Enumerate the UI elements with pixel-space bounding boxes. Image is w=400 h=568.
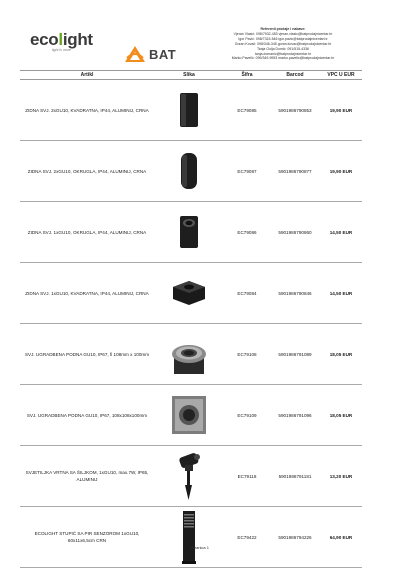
product-barcode: 5901986790846	[270, 263, 320, 324]
contact-line: Tanja Golja Domić: 091/515-4336	[257, 46, 309, 51]
product-image	[154, 141, 224, 202]
product-image	[154, 446, 224, 507]
product-name: SVJ. UGRADBENA PODNA GU10, IP67, 108x108x100mm	[20, 385, 154, 446]
table-header-row	[20, 71, 362, 80]
product-table	[20, 70, 362, 568]
product-price: 18,05 EUR	[320, 385, 362, 446]
header-slika: Slika	[154, 71, 224, 80]
round-wall-light-icon	[178, 152, 200, 190]
product-price: 14,50 EUR	[320, 202, 362, 263]
product-name: ZIDNA SVJ. 2xGU10, OKRUGLA, IP44, ALUMINIJ, CRNA	[20, 141, 154, 202]
product-sifra: EC79118	[224, 446, 270, 507]
round-ground-light-icon	[168, 332, 210, 376]
product-sifra: EC79085	[224, 80, 270, 141]
bat-emblem-icon	[123, 44, 147, 64]
product-price: 19,90 EUR	[320, 80, 362, 141]
product-barcode: 5901986790853	[270, 80, 320, 141]
square-ground-light-icon	[169, 393, 209, 437]
product-name: SVJ. UGRADBENA PODNA GU10, IP67, fi 108mm x 100mm	[20, 324, 154, 385]
table-row	[20, 324, 362, 385]
table-row	[20, 80, 362, 141]
product-image	[154, 385, 224, 446]
product-price: 14,50 EUR	[320, 263, 362, 324]
table-row	[20, 385, 362, 446]
contact-line: tanja.domanic@batprodajnicentar.hr	[254, 51, 312, 56]
product-image	[154, 263, 224, 324]
product-barcode: 5901986791089	[270, 324, 320, 385]
product-sifra: EC79084	[224, 263, 270, 324]
product-sifra: EC79109	[224, 385, 270, 446]
contact-title: Referenti prodaje i nabave:	[260, 27, 306, 31]
table-row	[20, 263, 362, 324]
product-sifra: EC79086	[224, 202, 270, 263]
product-price: 13,20 EUR	[320, 446, 362, 507]
page-number: Stranica 1	[190, 545, 209, 550]
product-sifra: EC79108	[224, 324, 270, 385]
product-price: 18,05 EUR	[320, 324, 362, 385]
product-barcode: 5901986794226	[270, 507, 320, 568]
product-image	[154, 202, 224, 263]
product-price: 64,90 EUR	[320, 507, 362, 568]
product-image	[154, 80, 224, 141]
bollard-light-icon	[179, 509, 199, 565]
contact-line: Vjeran Vlasić: 098/7932-453 vjeran.vlasic@batprodajnicentar.hr	[233, 31, 333, 36]
product-price: 19,90 EUR	[320, 141, 362, 202]
product-barcode: 5901986791181	[270, 446, 320, 507]
garden-spike-light-icon	[172, 451, 206, 501]
product-name: ZIDNA SVJ. 1xGU10, KVADRATNA, IP44, ALUMINIJ, CRNA	[20, 263, 154, 324]
contact-line: Igor Pavić: 098/7315-546 igor.pavic@batprodajnicentar.hr	[238, 36, 328, 41]
bat-logo: BAT	[123, 43, 176, 65]
ecolight-logo: ecolight light is more	[30, 30, 93, 52]
product-name: ZIDNA SVJ. 2xGU10, KVADRATNA, IP44, ALUMINIJ, CRNA	[20, 80, 154, 141]
product-barcode: 5901986790860	[270, 202, 320, 263]
product-name: ECOLIGHT STUPIĆ SA PIR SENZOROM 1xGU10, 60x11x6,5cm CRN	[20, 507, 154, 568]
product-image	[154, 324, 224, 385]
product-barcode: 5901986791096	[270, 385, 320, 446]
table-row	[20, 446, 362, 507]
table-row	[20, 202, 362, 263]
header-vpc: VPC U EUR	[320, 71, 362, 80]
product-sifra: EC79422	[224, 507, 270, 568]
product-name: ZIDNA SVJ. 1xGU10, OKRUGLA, IP44, ALUMINIJ, CRNA	[20, 202, 154, 263]
contact-block	[208, 27, 358, 61]
product-image	[154, 507, 224, 568]
header-sifra: Šifra	[224, 71, 270, 80]
square-wall-light-icon	[178, 92, 200, 128]
product-sifra: EC79087	[224, 141, 270, 202]
header-barcod: Barcod	[270, 71, 320, 80]
table-row	[20, 141, 362, 202]
contact-line: Marko Pavelić: 099/349-9953 marko.pavelic@batprodajnicentar.hr	[231, 56, 335, 61]
product-barcode: 5901986790877	[270, 141, 320, 202]
contact-line: Goran Kovač: 098/346-345 goran.kovac@batprodajnicentar.hr	[234, 41, 332, 46]
product-name: SVJETILJKA VRTNA SA ŠILJKOM, 1xGU10, max.7W, IP65, ALUMINIJ	[20, 446, 154, 507]
round-wall-light-single-icon	[177, 215, 201, 249]
square-wall-light-single-icon	[169, 279, 209, 307]
table-row	[20, 507, 362, 568]
header-artikl: Artikl	[20, 71, 154, 80]
